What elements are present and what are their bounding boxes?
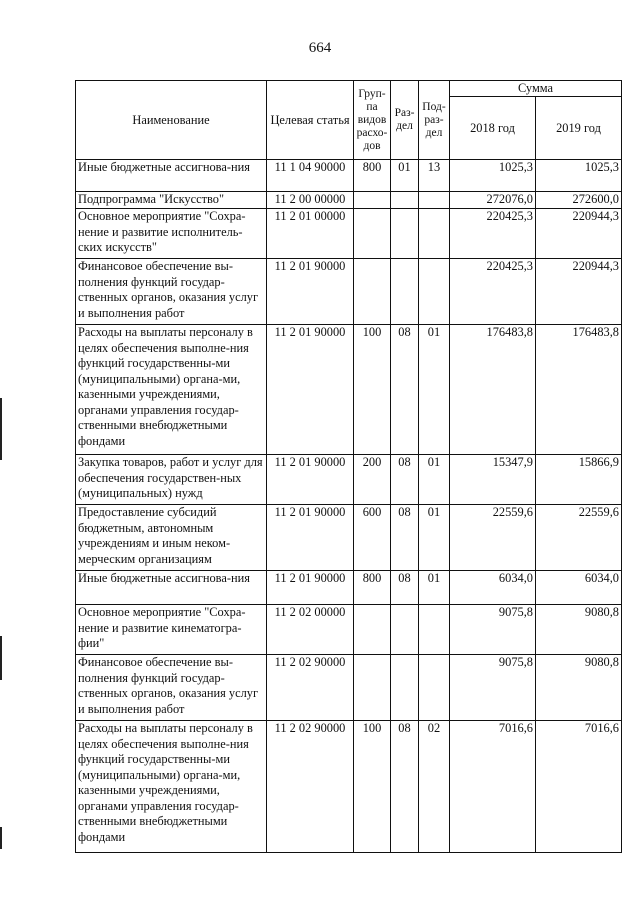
row-name: Иные бюджетные ассигнова-ния xyxy=(76,571,267,605)
row-sum-2018: 6034,0 xyxy=(450,571,536,605)
row-code: 11 1 04 90000 xyxy=(267,160,354,192)
row-sum-2018: 9075,8 xyxy=(450,605,536,655)
row-section: 08 xyxy=(391,325,419,455)
row-group: 800 xyxy=(354,160,391,192)
row-code: 11 2 01 90000 xyxy=(267,259,354,325)
row-name: Основное мероприятие "Сохра-нение и развитие исполнитель-ских искусств" xyxy=(76,209,267,259)
row-section: 08 xyxy=(391,505,419,571)
row-name: Подпрограмма "Искусство" xyxy=(76,192,267,209)
row-subsection: 01 xyxy=(419,455,450,505)
row-name: Финансовое обеспечение вы-полнения функций государ-ственных органов, оказания услуг и выполнения работ xyxy=(76,655,267,721)
row-section xyxy=(391,209,419,259)
row-code: 11 2 02 90000 xyxy=(267,655,354,721)
scan-mark xyxy=(0,636,2,680)
header-name: Наименование xyxy=(76,81,267,160)
row-name: Расходы на выплаты персоналу в целях обеспечения выполне-ния функций государственны-ми (муниципальными) органа-ми, казенными учреждениями, органами управления государ-ственными внебюджетными фондами xyxy=(76,325,267,455)
header-target: Целевая статья xyxy=(267,81,354,160)
row-sum-2019: 6034,0 xyxy=(536,571,622,605)
row-code: 11 2 01 00000 xyxy=(267,209,354,259)
scan-mark xyxy=(0,398,2,460)
table-row xyxy=(76,325,622,455)
row-group xyxy=(354,209,391,259)
table-row xyxy=(76,605,622,655)
row-section xyxy=(391,655,419,721)
row-group xyxy=(354,605,391,655)
row-group xyxy=(354,655,391,721)
row-sum-2018: 272076,0 xyxy=(450,192,536,209)
budget-table xyxy=(75,80,622,853)
row-section xyxy=(391,605,419,655)
row-code: 11 2 01 90000 xyxy=(267,505,354,571)
row-code: 11 2 01 90000 xyxy=(267,571,354,605)
page-number: 664 xyxy=(308,40,332,56)
row-subsection xyxy=(419,605,450,655)
row-group: 100 xyxy=(354,325,391,455)
row-sum-2019: 9080,8 xyxy=(536,655,622,721)
row-subsection: 01 xyxy=(419,325,450,455)
table-row xyxy=(76,192,622,209)
row-sum-2019: 9080,8 xyxy=(536,605,622,655)
row-code: 11 2 02 90000 xyxy=(267,721,354,853)
row-sum-2019: 220944,3 xyxy=(536,259,622,325)
row-code: 11 2 01 90000 xyxy=(267,455,354,505)
table-row xyxy=(76,571,622,605)
row-sum-2018: 220425,3 xyxy=(450,259,536,325)
row-subsection xyxy=(419,655,450,721)
row-group: 600 xyxy=(354,505,391,571)
row-sum-2018: 1025,3 xyxy=(450,160,536,192)
row-code: 11 2 01 90000 xyxy=(267,325,354,455)
row-sum-2019: 22559,6 xyxy=(536,505,622,571)
row-sum-2019: 7016,6 xyxy=(536,721,622,853)
row-section: 08 xyxy=(391,721,419,853)
row-name: Закупка товаров, работ и услуг для обеспечения государствен-ных (муниципальных) нужд xyxy=(76,455,267,505)
row-subsection xyxy=(419,259,450,325)
row-section: 08 xyxy=(391,571,419,605)
row-name: Расходы на выплаты персоналу в целях обеспечения выполне-ния функций государственны-ми (муниципальными) органа-ми, казенными учреждениями, органами управления государ-ственными внебюджетными фондами xyxy=(76,721,267,853)
row-sum-2018: 9075,8 xyxy=(450,655,536,721)
row-name: Предоставление субсидий бюджетным, автономным учреждениям и иным неком-мерческим организациям xyxy=(76,505,267,571)
row-group xyxy=(354,259,391,325)
row-group: 100 xyxy=(354,721,391,853)
row-sum-2018: 22559,6 xyxy=(450,505,536,571)
row-sum-2018: 220425,3 xyxy=(450,209,536,259)
row-name: Финансовое обеспечение вы-полнения функций государ-ственных органов, оказания услуг и выполнения работ xyxy=(76,259,267,325)
row-code: 11 2 02 00000 xyxy=(267,605,354,655)
row-sum-2019: 272600,0 xyxy=(536,192,622,209)
row-sum-2019: 220944,3 xyxy=(536,209,622,259)
row-subsection xyxy=(419,209,450,259)
row-sum-2019: 15866,9 xyxy=(536,455,622,505)
row-subsection: 01 xyxy=(419,571,450,605)
row-sum-2019: 176483,8 xyxy=(536,325,622,455)
table-row xyxy=(76,655,622,721)
table-body xyxy=(76,160,622,853)
table-row xyxy=(76,259,622,325)
row-subsection: 01 xyxy=(419,505,450,571)
row-section: 01 xyxy=(391,160,419,192)
row-sum-2018: 7016,6 xyxy=(450,721,536,853)
row-sum-2019: 1025,3 xyxy=(536,160,622,192)
scan-mark xyxy=(0,827,2,849)
row-name: Основное мероприятие "Сохра-нение и развитие кинематогра-фии" xyxy=(76,605,267,655)
row-group: 800 xyxy=(354,571,391,605)
row-section xyxy=(391,259,419,325)
header-year-2018: 2018 год xyxy=(450,97,536,160)
header-subsection: Под-раз-дел xyxy=(419,81,450,160)
table-row xyxy=(76,721,622,853)
row-name: Иные бюджетные ассигнова-ния xyxy=(76,160,267,192)
header-section: Раз-дел xyxy=(391,81,419,160)
header-year-2019: 2019 год xyxy=(536,97,622,160)
header-group: Груп-па видов расхо-дов xyxy=(354,81,391,160)
row-sum-2018: 15347,9 xyxy=(450,455,536,505)
row-section xyxy=(391,192,419,209)
row-sum-2018: 176483,8 xyxy=(450,325,536,455)
row-code: 11 2 00 00000 xyxy=(267,192,354,209)
row-subsection: 13 xyxy=(419,160,450,192)
table-header xyxy=(76,81,622,160)
table-row xyxy=(76,160,622,192)
row-section: 08 xyxy=(391,455,419,505)
row-subsection xyxy=(419,192,450,209)
row-subsection: 02 xyxy=(419,721,450,853)
row-group xyxy=(354,192,391,209)
table-row xyxy=(76,455,622,505)
header-sum: Сумма xyxy=(450,81,622,97)
table-row xyxy=(76,505,622,571)
row-group: 200 xyxy=(354,455,391,505)
table-row xyxy=(76,209,622,259)
